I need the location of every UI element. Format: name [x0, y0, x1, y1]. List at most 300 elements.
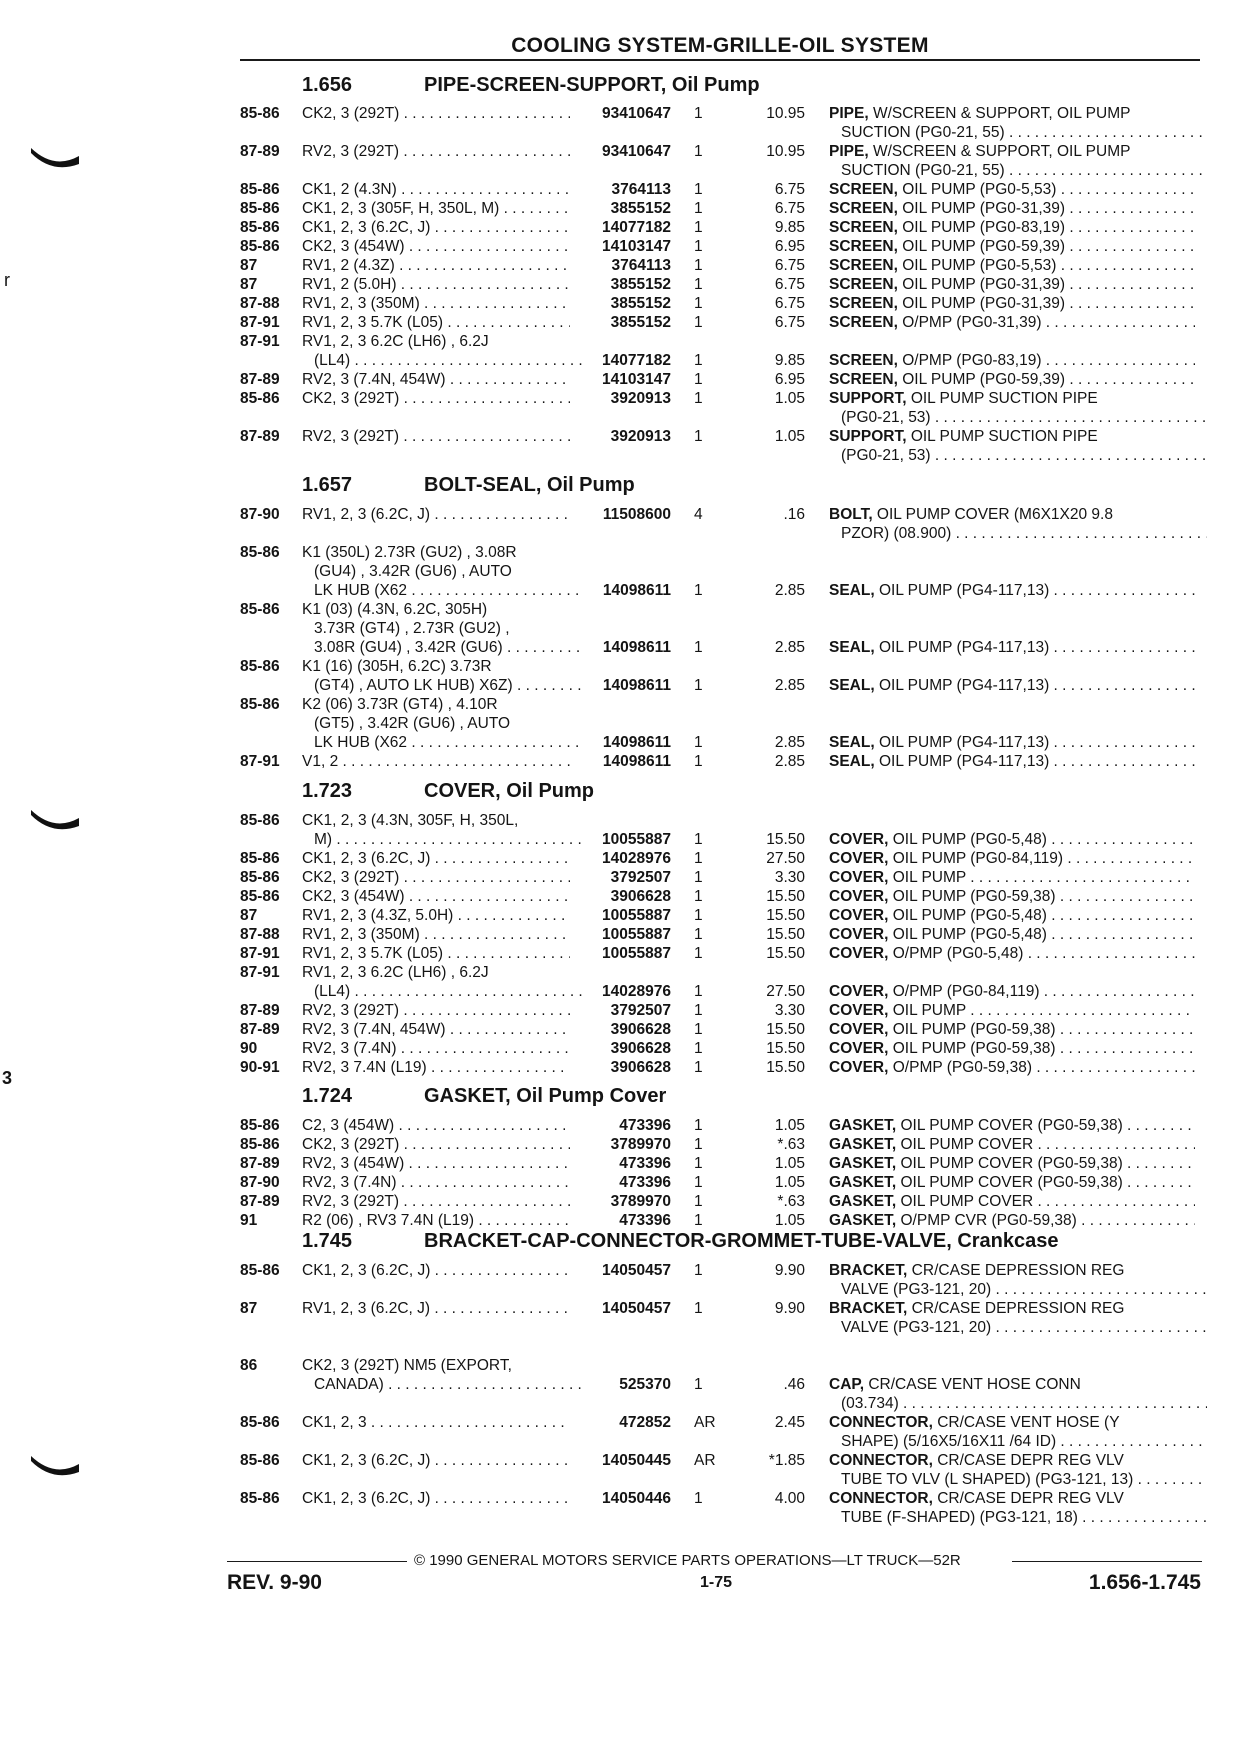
model-year: 85-86 — [240, 390, 280, 407]
table-row — [0, 123, 1249, 142]
table-row — [0, 1154, 1249, 1173]
quantity: 1 — [694, 219, 703, 236]
quantity: 1 — [694, 1174, 703, 1191]
description-text: SUCTION (PG0-21, 55) — [841, 124, 1005, 141]
table-row — [0, 237, 1249, 256]
description-text: TUBE TO VLV (L SHAPED) (PG3-121, 13) — [841, 1471, 1134, 1488]
application: RV2, 3 (292T) . . . — [302, 1001, 570, 1020]
part-number: 3855152 — [610, 200, 671, 217]
description-name: SCREEN, — [829, 200, 898, 217]
description — [829, 351, 1195, 370]
description-name: GASKET, — [829, 1136, 897, 1153]
price: 6.95 — [774, 238, 805, 255]
description — [829, 752, 1195, 771]
model-year: 85-86 — [240, 544, 280, 561]
description — [829, 1299, 1195, 1318]
description-text: OIL PUMP (PG4-117,13) — [874, 677, 1050, 694]
table-row — [0, 830, 1249, 849]
table-row — [0, 1299, 1249, 1318]
application: RV2, 3 (7.4N, 454W) . . . — [302, 370, 570, 389]
description-name: SCREEN, — [829, 219, 898, 236]
binder-hole-mark — [28, 806, 82, 832]
application: CK1, 2 (4.3N) . . . — [302, 180, 570, 199]
application: V1, 2 . . . — [302, 752, 570, 771]
application: CK2, 3 (292T) . . . — [302, 1135, 570, 1154]
quantity: 1 — [694, 850, 703, 867]
description — [829, 868, 1195, 887]
quantity: 1 — [694, 753, 703, 770]
description-text: OIL PUMP (PG0-31,39) — [897, 200, 1066, 217]
price: .16 — [783, 506, 805, 523]
description — [829, 1375, 1195, 1394]
model-year: 87-91 — [240, 314, 280, 331]
table-row — [0, 944, 1249, 963]
price: 15.50 — [766, 1021, 805, 1038]
price: 1.05 — [774, 1155, 805, 1172]
application: (GT4) , AUTO LK HUB) X6Z) . . . — [302, 676, 582, 695]
table-row — [0, 446, 1249, 465]
table-row — [0, 581, 1249, 600]
description-text: CR/CASE DEPR REG VLV — [932, 1490, 1124, 1507]
quantity: 1 — [694, 907, 703, 924]
table-row — [0, 1280, 1249, 1299]
model-year: 87-89 — [240, 1193, 280, 1210]
description-text: CR/CASE VENT HOSE CONN — [864, 1376, 1081, 1393]
description-name: BRACKET, — [829, 1300, 908, 1317]
part-number: 14098611 — [602, 734, 671, 751]
description-text: OIL PUMP (PG0-59,39) — [897, 371, 1066, 388]
application: M) . . . — [302, 830, 582, 849]
description — [829, 1280, 1207, 1299]
description-name: SCREEN, — [829, 371, 898, 388]
model-year: 85-86 — [240, 850, 280, 867]
description — [829, 142, 1195, 161]
table-row — [0, 868, 1249, 887]
application: RV1, 2, 3 (4.3Z, 5.0H) . . . — [302, 906, 570, 925]
part-number: 14050445 — [602, 1452, 671, 1469]
price: 6.75 — [774, 295, 805, 312]
model-year: 85-86 — [240, 1262, 280, 1279]
description-text: OIL PUMP (PG0-83,19) — [897, 219, 1066, 236]
table-row — [0, 600, 1249, 619]
model-year: 87 — [240, 1300, 258, 1317]
quantity: 1 — [694, 105, 703, 122]
quantity: 1 — [694, 869, 703, 886]
quantity: 1 — [694, 428, 703, 445]
part-number: 3906628 — [610, 1040, 671, 1057]
application: RV2, 3 (7.4N, 454W) . . . — [302, 1020, 570, 1039]
application: RV1, 2, 3 6.2C (LH6) , 6.2J — [302, 964, 489, 981]
quantity: 1 — [694, 1155, 703, 1172]
quantity: 1 — [694, 1136, 703, 1153]
table-row — [0, 657, 1249, 676]
part-number: 93410647 — [602, 105, 671, 122]
description-name: COVER, — [829, 926, 889, 943]
section-title: GASKET, Oil Pump Cover — [424, 1085, 667, 1107]
description — [829, 906, 1195, 925]
description-text: PZOR) (08.900) — [841, 525, 952, 542]
quantity: 1 — [694, 945, 703, 962]
quantity: 1 — [694, 1002, 703, 1019]
description-name: GASKET, — [829, 1212, 897, 1229]
table-row — [0, 1173, 1249, 1192]
table-row — [0, 199, 1249, 218]
table-row — [0, 180, 1249, 199]
description — [829, 294, 1195, 313]
description-text: OIL PUMP (PG0-59,38) — [888, 1021, 1056, 1038]
description-text: OIL PUMP SUCTION PIPE — [906, 390, 1098, 407]
description — [829, 389, 1195, 408]
section-number: 1.723 — [302, 780, 353, 802]
model-year: 87-89 — [240, 371, 280, 388]
description-name: BRACKET, — [829, 1262, 908, 1279]
description-text: OIL PUMP (PG4-117,13) — [874, 639, 1050, 656]
description-text: OIL PUMP (PG0-5,48) — [888, 926, 1047, 943]
quantity: 4 — [694, 506, 703, 523]
part-number: 3906628 — [610, 888, 671, 905]
description — [829, 925, 1195, 944]
section-heading — [0, 1085, 1249, 1107]
description — [829, 1058, 1195, 1077]
description-text: W/SCREEN & SUPPORT, OIL PUMP — [868, 143, 1131, 160]
table-row — [0, 1211, 1249, 1230]
application: CK1, 2, 3 (6.2C, J) . . . — [302, 218, 570, 237]
model-year: 87-91 — [240, 333, 280, 350]
model-year: 91 — [240, 1212, 258, 1229]
price: 2.85 — [774, 582, 805, 599]
quantity: 1 — [694, 276, 703, 293]
price: 6.75 — [774, 200, 805, 217]
part-number: 14028976 — [602, 983, 671, 1000]
part-number: 14077182 — [602, 352, 671, 369]
model-year: 86 — [240, 1357, 258, 1374]
table-row — [0, 1261, 1249, 1280]
price: 9.85 — [774, 352, 805, 369]
description-name: SEAL, — [829, 582, 875, 599]
description — [829, 887, 1195, 906]
model-year: 90-91 — [240, 1059, 280, 1076]
table-row — [0, 695, 1249, 714]
page-title: COOLING SYSTEM-GRILLE-OIL SYSTEM — [511, 34, 929, 57]
description-text: OIL PUMP (PG0-59,38) — [888, 888, 1056, 905]
description — [829, 427, 1195, 446]
part-number: 14098611 — [602, 753, 671, 770]
model-year: 85-86 — [240, 869, 280, 886]
description — [829, 161, 1207, 180]
price: 3.30 — [774, 869, 805, 886]
description-text: OIL PUMP COVER — [896, 1136, 1034, 1153]
footer-copyright: © 1990 GENERAL MOTORS SERVICE PARTS OPERATIONS—LT TRUCK—52R — [414, 1552, 961, 1569]
description-text: OIL PUMP COVER (PG0-59,38) — [896, 1155, 1123, 1172]
application: LK HUB (X62 . . . — [302, 733, 582, 752]
description-name: COVER, — [829, 945, 889, 962]
description-text: OIL PUMP (PG0-5,53) — [897, 181, 1057, 198]
section-number: 1.656 — [302, 74, 353, 96]
part-number: 3906628 — [610, 1021, 671, 1038]
description — [829, 1039, 1195, 1058]
table-row — [0, 1020, 1249, 1039]
model-year: 87-90 — [240, 1174, 280, 1191]
description — [829, 199, 1195, 218]
application: RV1, 2, 3 (6.2C, J) . . . — [302, 505, 570, 524]
application: CK1, 2, 3 (305F, H, 350L, M) . . . — [302, 199, 570, 218]
quantity: 1 — [694, 257, 703, 274]
application: CK2, 3 (454W) . . . — [302, 887, 570, 906]
quantity: 1 — [694, 734, 703, 751]
model-year: 85-86 — [240, 1136, 280, 1153]
application: RV2, 3 (292T) . . . — [302, 142, 570, 161]
table-row — [0, 1394, 1249, 1413]
quantity: 1 — [694, 1040, 703, 1057]
table-row — [0, 1116, 1249, 1135]
quantity: 1 — [694, 371, 703, 388]
description-text: OIL PUMP (PG0-59,39) — [897, 238, 1066, 255]
quantity: 1 — [694, 677, 703, 694]
description — [829, 1211, 1195, 1230]
quantity: 1 — [694, 983, 703, 1000]
price: 6.75 — [774, 276, 805, 293]
description-text: SUCTION (PG0-21, 55) — [841, 162, 1005, 179]
description — [829, 1116, 1195, 1135]
description-text: CR/CASE DEPRESSION REG — [907, 1300, 1125, 1317]
description-text: OIL PUMP (PG0-5,48) — [888, 907, 1047, 924]
binder-hole-mark — [28, 1452, 82, 1478]
description-text: (PG0-21, 53) — [841, 447, 931, 464]
price: 27.50 — [766, 983, 805, 1000]
part-number: 3792507 — [610, 1002, 671, 1019]
description-text: VALVE (PG3-121, 20) — [841, 1281, 992, 1298]
description-name: SCREEN, — [829, 181, 898, 198]
description-name: SUPPORT, — [829, 390, 907, 407]
application: CK1, 2, 3 (6.2C, J) . . . — [302, 849, 570, 868]
part-number: 473396 — [619, 1212, 671, 1229]
quantity: AR — [694, 1452, 716, 1469]
model-year: 87-90 — [240, 506, 280, 523]
description-text: OIL PUMP (PG0-31,39) — [897, 276, 1066, 293]
application: (GT5) , 3.42R (GU6) , AUTO — [314, 715, 511, 732]
table-row — [0, 1039, 1249, 1058]
description — [829, 1135, 1195, 1154]
description-text: CR/CASE DEPRESSION REG — [907, 1262, 1125, 1279]
model-year: 85-86 — [240, 1452, 280, 1469]
model-year: 87-91 — [240, 945, 280, 962]
description-text: OIL PUMP (PG4-117,13) — [874, 734, 1050, 751]
description-text: O/PMP (PG0-5,48) — [888, 945, 1024, 962]
price: 3.30 — [774, 1002, 805, 1019]
quantity: 1 — [694, 1021, 703, 1038]
description-name: GASKET, — [829, 1117, 897, 1134]
model-year: 85-86 — [240, 1490, 280, 1507]
description — [829, 446, 1207, 465]
part-number: 14098611 — [602, 639, 671, 656]
description-text: O/PMP (PG0-59,38) — [888, 1059, 1033, 1076]
description-text: O/PMP CVR (PG0-59,38) — [896, 1212, 1077, 1229]
description — [829, 313, 1195, 332]
part-number: 10055887 — [602, 831, 671, 848]
part-number: 10055887 — [602, 907, 671, 924]
application: RV2, 3 (292T) . . . — [302, 427, 570, 446]
model-year: 85-86 — [240, 219, 280, 236]
description — [829, 1192, 1195, 1211]
part-number: 14050446 — [602, 1490, 671, 1507]
description — [829, 1318, 1207, 1337]
model-year: 85-86 — [240, 888, 280, 905]
description-name: COVER, — [829, 888, 889, 905]
model-year: 87-89 — [240, 1021, 280, 1038]
price: *1.85 — [768, 1452, 805, 1469]
section-title: PIPE-SCREEN-SUPPORT, Oil Pump — [424, 74, 760, 96]
application: RV1, 2, 3 (6.2C, J) . . . — [302, 1299, 570, 1318]
description-text: SHAPE) (5/16X5/16X11 /64 ID) — [841, 1433, 1057, 1450]
part-number: 3855152 — [610, 276, 671, 293]
application: RV1, 2 (5.0H) . . . — [302, 275, 570, 294]
description-name: PIPE, — [829, 105, 869, 122]
description — [829, 638, 1195, 657]
price: 2.85 — [774, 677, 805, 694]
price: .46 — [783, 1376, 805, 1393]
description-name: SUPPORT, — [829, 428, 907, 445]
table-row — [0, 1470, 1249, 1489]
price: 2.85 — [774, 753, 805, 770]
description-name: GASKET, — [829, 1193, 897, 1210]
description-text: O/PMP (PG0-83,19) — [897, 352, 1042, 369]
application: CK2, 3 (292T) . . . — [302, 104, 570, 123]
description — [829, 256, 1195, 275]
application: RV2, 3 7.4N (L19) . . . — [302, 1058, 570, 1077]
price: 15.50 — [766, 888, 805, 905]
description-name: BOLT, — [829, 506, 873, 523]
table-row — [0, 1432, 1249, 1451]
application: RV2, 3 (292T) . . . — [302, 1192, 570, 1211]
part-number: 14050457 — [602, 1262, 671, 1279]
description — [829, 1001, 1195, 1020]
part-number: 14103147 — [602, 371, 671, 388]
table-row — [0, 963, 1249, 982]
table-row — [0, 543, 1249, 562]
application: CK1, 2, 3 (6.2C, J) . . . — [302, 1489, 570, 1508]
description — [829, 1470, 1207, 1489]
description-name: SCREEN, — [829, 314, 898, 331]
table-row — [0, 1192, 1249, 1211]
description-name: COVER, — [829, 1059, 889, 1076]
description-name: SCREEN, — [829, 276, 898, 293]
description-text: OIL PUMP COVER (PG0-59,38) — [896, 1174, 1123, 1191]
table-row — [0, 714, 1249, 733]
application: RV1, 2, 3 (350M) . . . — [302, 925, 570, 944]
part-number: 14077182 — [602, 219, 671, 236]
table-row — [0, 982, 1249, 1001]
table-row — [0, 1001, 1249, 1020]
application: 3.73R (GT4) , 2.73R (GU2) , — [314, 620, 510, 637]
table-row — [0, 1489, 1249, 1508]
price: 6.75 — [774, 314, 805, 331]
description-text: OIL PUMP (PG0-84,119) — [888, 850, 1064, 867]
model-year: 87 — [240, 907, 258, 924]
description-name: CAP, — [829, 1376, 865, 1393]
part-number: 11508600 — [602, 506, 671, 523]
model-year: 87-89 — [240, 143, 280, 160]
description — [829, 1489, 1195, 1508]
description — [829, 1432, 1207, 1451]
table-row — [0, 752, 1249, 771]
quantity: 1 — [694, 181, 703, 198]
description — [829, 733, 1195, 752]
part-number: 14103147 — [602, 238, 671, 255]
price: 2.85 — [774, 734, 805, 751]
part-number: 3764113 — [611, 257, 671, 274]
description-text: (PG0-21, 53) — [841, 409, 931, 426]
revision-label: REV. 9-90 — [227, 1571, 322, 1594]
part-number: 14050457 — [602, 1300, 671, 1317]
description — [829, 676, 1195, 695]
quantity: 1 — [694, 238, 703, 255]
price: 1.05 — [774, 1212, 805, 1229]
application: RV1, 2 (4.3Z) . . . — [302, 256, 570, 275]
description-text: OIL PUMP (PG4-117,13) — [874, 582, 1050, 599]
description — [829, 1154, 1195, 1173]
part-number: 473396 — [619, 1174, 671, 1191]
description — [829, 1261, 1195, 1280]
quantity: 1 — [694, 1117, 703, 1134]
table-row — [0, 1375, 1249, 1394]
description — [829, 524, 1207, 543]
quantity: 1 — [694, 1059, 703, 1076]
price: 9.90 — [774, 1300, 805, 1317]
model-year: 85-86 — [240, 1414, 280, 1431]
part-number: 3855152 — [610, 314, 671, 331]
model-year: 85-86 — [240, 200, 280, 217]
part-number: 472852 — [619, 1414, 671, 1431]
description — [829, 408, 1207, 427]
price: 6.75 — [774, 257, 805, 274]
application: RV1, 2, 3 5.7K (L05) . . . — [302, 313, 570, 332]
application: K1 (350L) 2.73R (GU2) , 3.08R — [302, 544, 517, 561]
price: 9.90 — [774, 1262, 805, 1279]
table-row — [0, 294, 1249, 313]
price: 10.95 — [766, 105, 805, 122]
table-row — [0, 218, 1249, 237]
application: CK1, 2, 3 (4.3N, 305F, H, 350L, — [302, 812, 519, 829]
application: C2, 3 (454W) . . . — [302, 1116, 570, 1135]
quantity: 1 — [694, 314, 703, 331]
description — [829, 1394, 1207, 1413]
description-name: COVER, — [829, 1002, 889, 1019]
description-name: COVER, — [829, 907, 889, 924]
part-number: 10055887 — [602, 945, 671, 962]
part-number: 14098611 — [602, 582, 671, 599]
table-row — [0, 638, 1249, 657]
price: *.63 — [777, 1193, 805, 1210]
application: CK1, 2, 3 . . . — [302, 1413, 570, 1432]
description-name: COVER, — [829, 831, 889, 848]
table-row — [0, 505, 1249, 524]
model-year: 85-86 — [240, 181, 280, 198]
table-row — [0, 332, 1249, 351]
description — [829, 104, 1195, 123]
description-name: PIPE, — [829, 143, 869, 160]
description — [829, 1413, 1195, 1432]
application: K2 (06) 3.73R (GT4) , 4.10R — [302, 696, 498, 713]
table-row — [0, 887, 1249, 906]
binder-hole-mark — [28, 144, 82, 170]
part-number: 3789970 — [610, 1193, 671, 1210]
model-year: 87-88 — [240, 295, 280, 312]
price: 1.05 — [774, 1117, 805, 1134]
description — [829, 123, 1207, 142]
quantity: 1 — [694, 200, 703, 217]
table-row — [0, 142, 1249, 161]
table-row — [0, 906, 1249, 925]
